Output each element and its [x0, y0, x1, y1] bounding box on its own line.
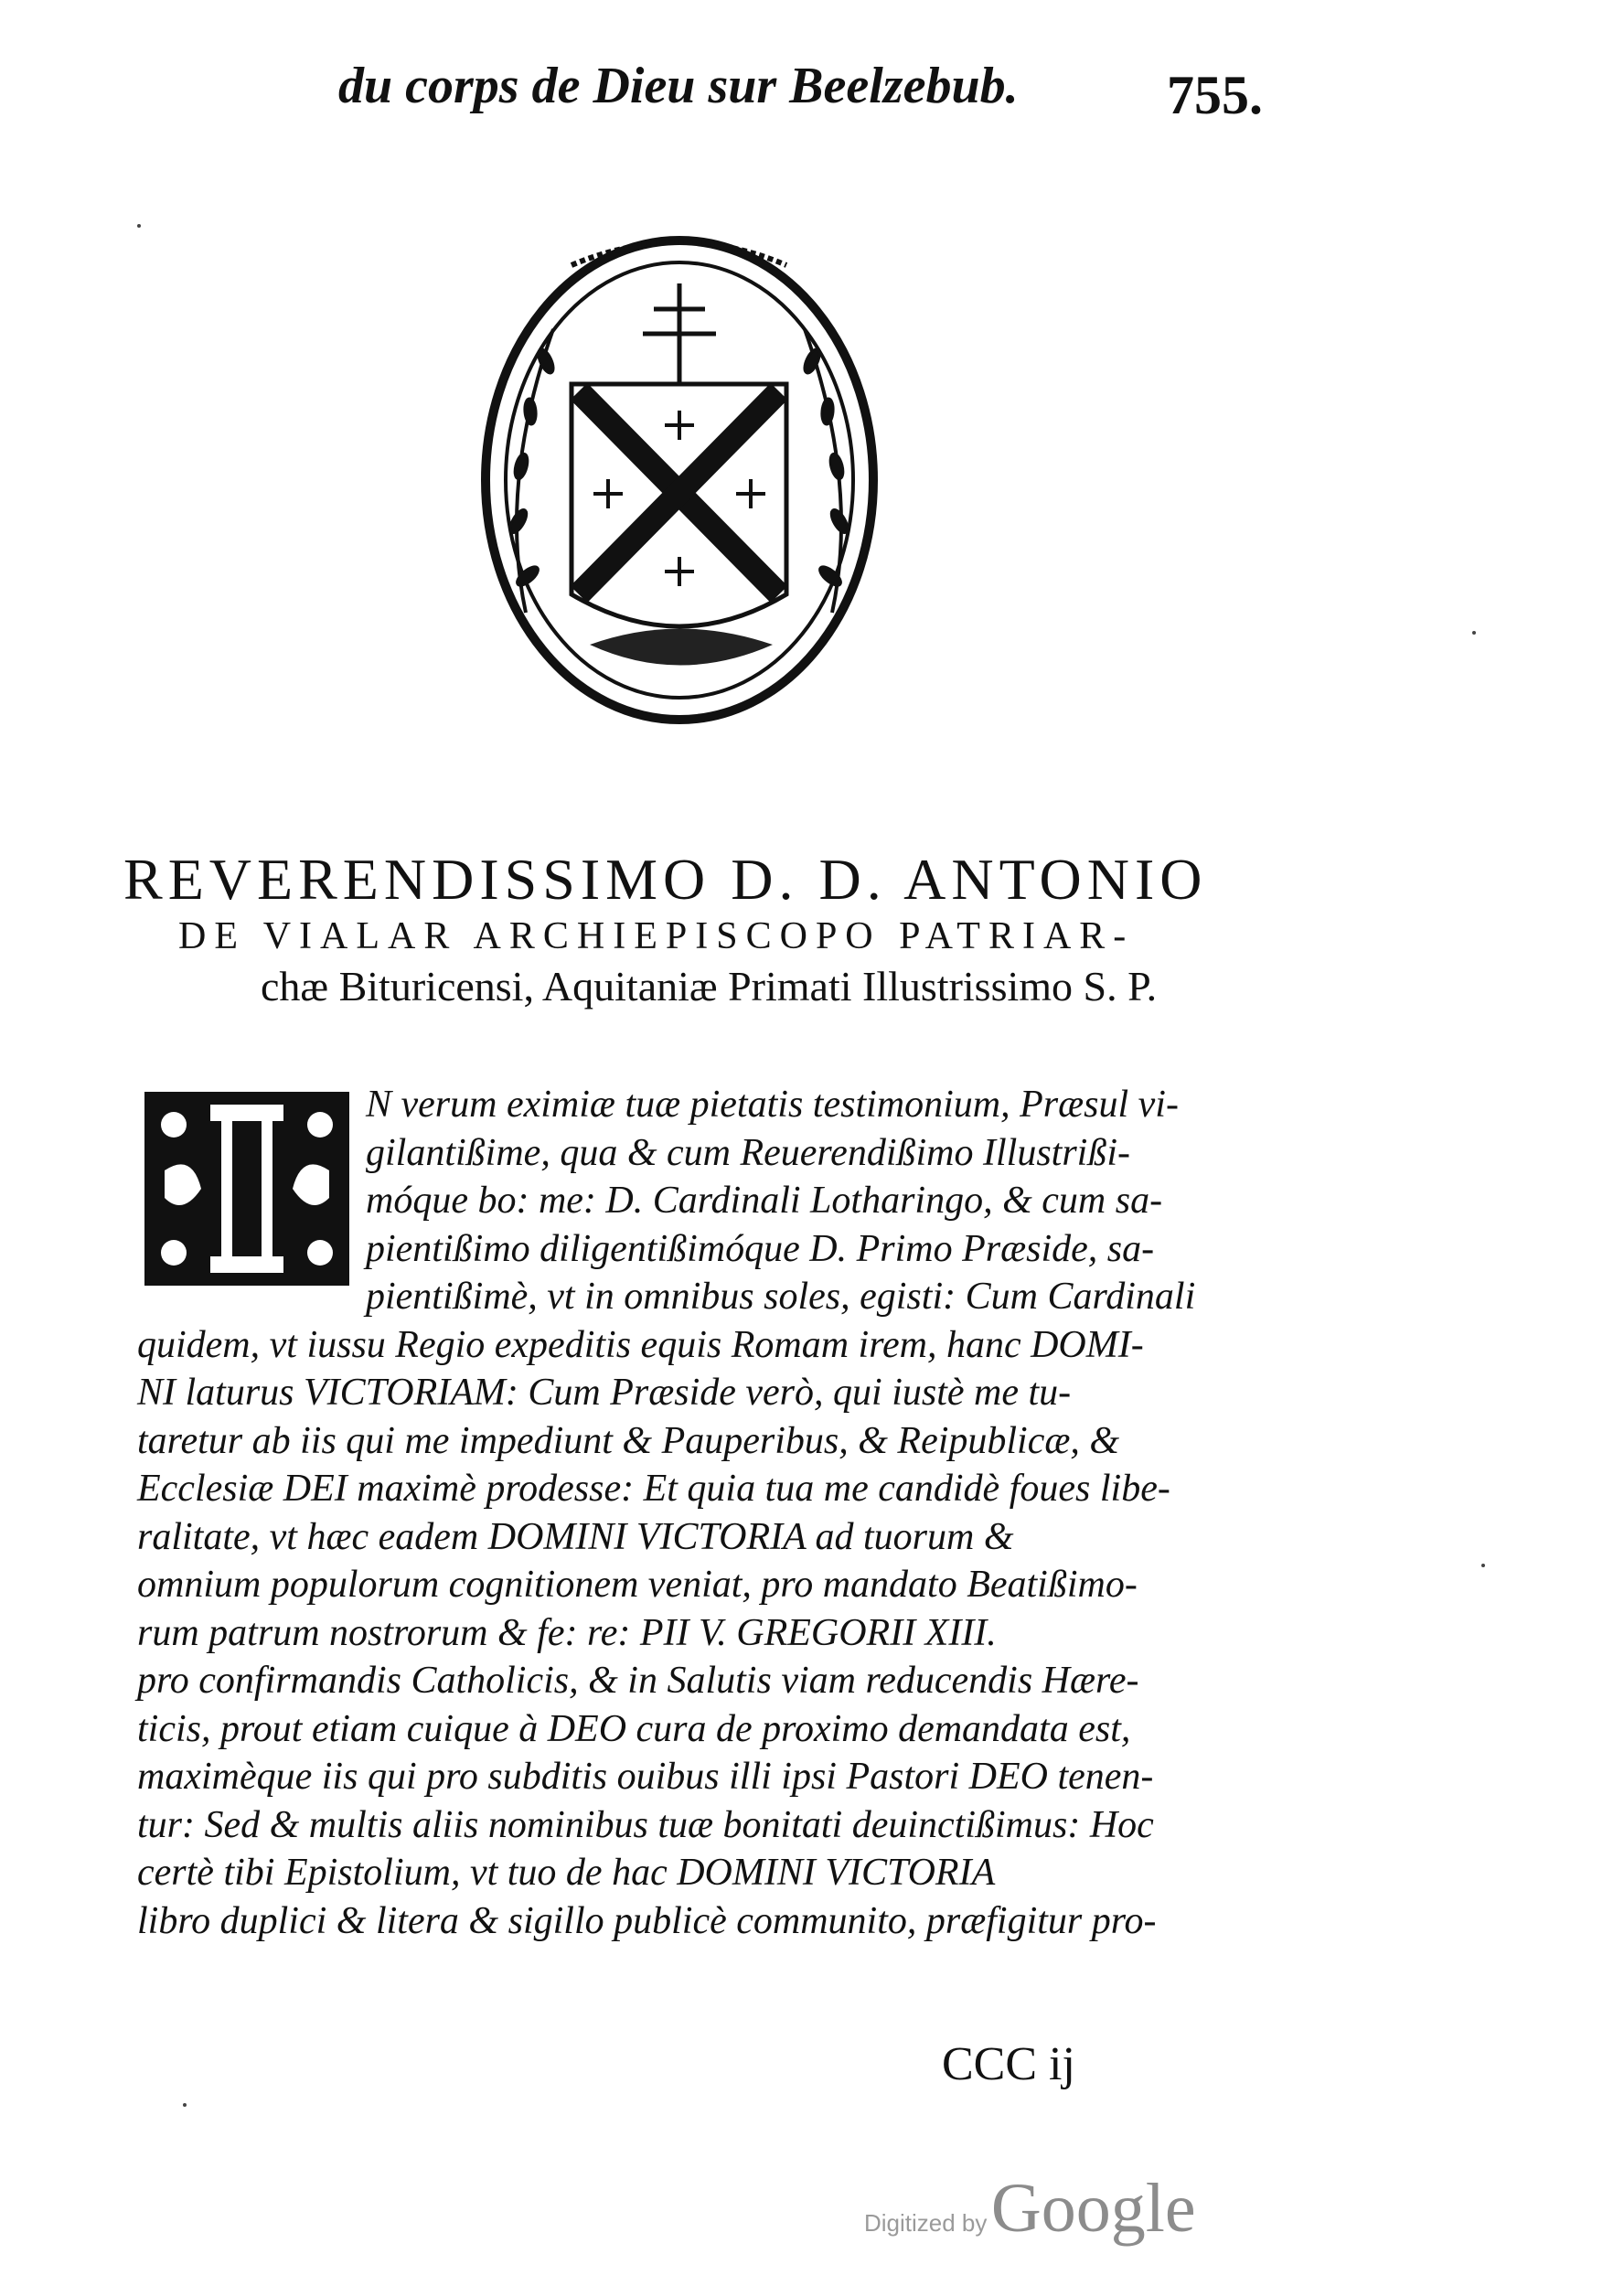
body-line: móque bo: me: D. Cardinali Lotharingo, & cum sa-	[366, 1180, 1163, 1222]
print-speck	[1481, 1564, 1485, 1567]
dedication-line-2: DE VIALAR ARCHIEPISCOPO PATRIAR-	[178, 915, 1135, 957]
body-line: pientißimè, vt in omnibus soles, egisti: Cum Cardinali	[366, 1276, 1196, 1318]
body-line: NI laturus VICTORIAM: Cum Præside verò, qui iustè me tu-	[137, 1372, 1072, 1414]
watermark-prefix: Digitized by	[864, 2209, 988, 2237]
body-line: gilantißime, qua & cum Reuerendißimo Illustrißi-	[366, 1131, 1131, 1174]
body-line: rum patrum nostrorum & fe: re: PII V. GREGORII XIII.	[137, 1611, 997, 1654]
print-speck	[183, 2103, 187, 2107]
body-line: taretur ab iis qui me impediunt & Pauperibus, & Reipublicæ, &	[137, 1419, 1120, 1462]
body-line: Ecclesiæ DEI maximè prodesse: Et quia tua me candidè foues libe-	[137, 1468, 1170, 1510]
page-number: 755.	[1167, 65, 1263, 125]
watermark	[864, 2169, 1196, 2249]
body-line: libro duplici & litera & sigillo publicè communito, præfigitur pro-	[137, 1899, 1157, 1942]
body-text	[137, 1081, 1257, 1945]
body-line: N verum eximiæ tuæ pietatis testimonium, Præsul vi-	[366, 1084, 1179, 1126]
coat-of-arms-icon	[471, 229, 887, 741]
body-line: ticis, prout etiam cuique à DEO cura de proximo demandata est,	[137, 1707, 1131, 1750]
dedication-line-3: chæ Bituricensi, Aquitaniæ Primati Illustrissimo S. P.	[261, 963, 1158, 1009]
body-line: pientißimo diligentißimóque D. Primo Præside, sa-	[366, 1227, 1155, 1270]
body-line: ralitate, vt hæc eadem DOMINI VICTORIA ad tuorum &	[137, 1515, 1014, 1558]
body-line: quidem, vt iussu Regio expeditis equis Romam irem, hanc DOMI-	[137, 1323, 1144, 1366]
running-head: du corps de Dieu sur Beelzebub.	[338, 58, 1019, 114]
body-line: pro confirmandis Catholicis, & in Salutis viam reducendis Hære-	[137, 1660, 1139, 1702]
body-line: certè tibi Epistolium, vt tuo de hac DOMINI VICTORIA	[137, 1852, 996, 1894]
dedication-line-1: REVERENDISSIMO D. D. ANTONIO	[123, 847, 1208, 912]
print-speck	[137, 224, 141, 228]
watermark-brand: Google	[990, 2170, 1196, 2247]
print-speck	[1472, 631, 1476, 635]
body-line: omnium populorum cognitionem veniat, pro mandato Beatißimo-	[137, 1564, 1138, 1606]
signature-mark: CCC ij	[942, 2038, 1075, 2090]
body-line: maximèque iis qui pro subditis ouibus illi ipsi Pastori DEO tenen-	[137, 1756, 1154, 1798]
body-line: tur: Sed & multis aliis nominibus tuæ bonitati deuinctißimus: Hoc	[137, 1803, 1154, 1846]
